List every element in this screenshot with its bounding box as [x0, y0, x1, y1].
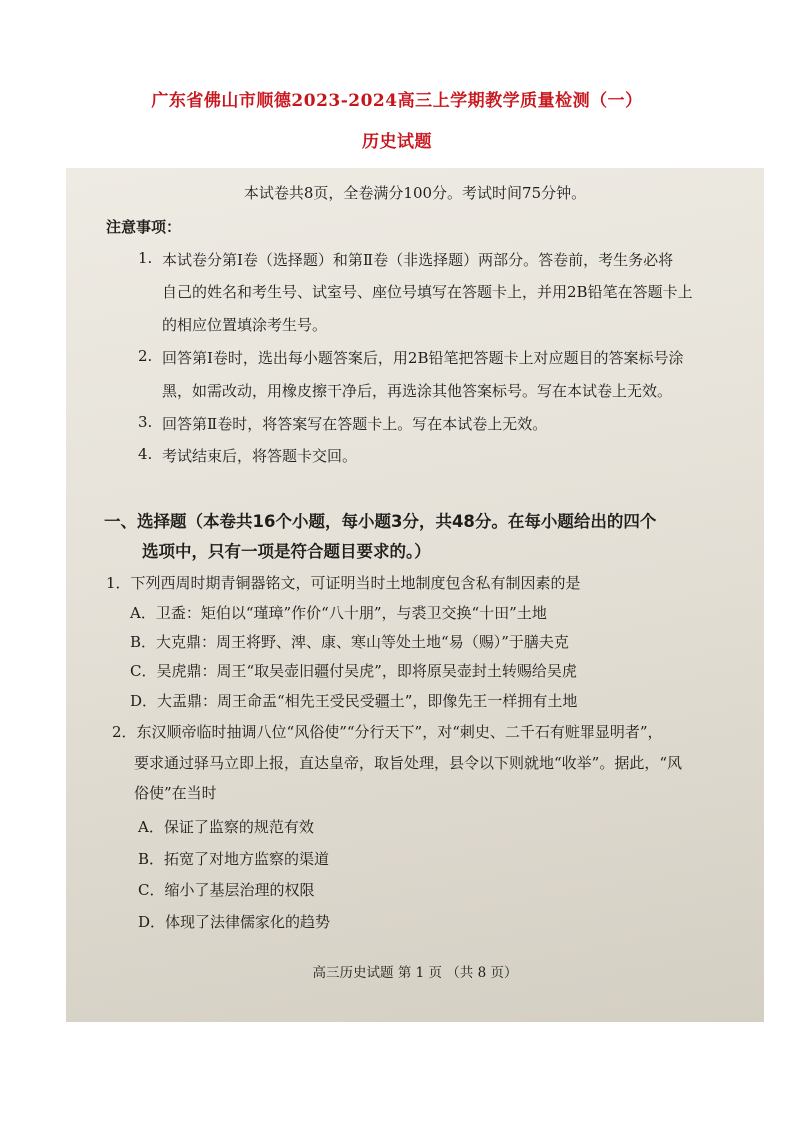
section-heading-cont: 选项中，只有一项是符合题目要求的。） [142, 542, 431, 561]
exam-page-photo [66, 168, 764, 1022]
notice-item-number: 4. [138, 445, 153, 463]
notice-item-line: 黑，如需改动，用橡皮擦干净后，再选涂其他答案标号。写在本试卷上无效。 [162, 382, 673, 400]
question-option: D．体现了法律儒家化的趋势 [138, 913, 331, 931]
question-stem: 1．下列西周时期青铜器铭文，可证明当时土地制度包含私有制因素的是 [106, 574, 581, 592]
notice-item-number: 3. [138, 413, 153, 431]
notice-item-number: 1. [138, 249, 153, 267]
question-stem-cont: 要求通过驿马立即上报，直达皇帝，取旨处理，县令以下则就地“收举”。据此，“风 [134, 754, 683, 772]
page-footer: 高三历史试题 第 1 页 （共 8 页） [312, 965, 518, 981]
question-option: A．保证了监察的规范有效 [138, 818, 314, 836]
notice-item-line: 的相应位置填涂考生号。 [162, 316, 328, 334]
notice-item-number: 2. [138, 347, 153, 365]
question-option: C．缩小了基层治理的权限 [138, 881, 315, 899]
doc-subtitle: 历史试题 [362, 132, 432, 152]
question-option: C．吴虎鼎：周王“取吴壶旧疆付吴虎”，即将原吴壶封土转赐给吴虎 [130, 662, 577, 680]
question-option: B．大克鼎：周王将野、渒、康、寒山等处土地“易（赐）”于膳夫克 [130, 633, 569, 651]
question-option: B．拓宽了对地方监察的渠道 [138, 850, 330, 868]
notice-item-line: 回答第Ⅰ卷时，选出每小题答案后，用2B铅笔把答题卡上对应题目的答案标号涂 [162, 349, 684, 367]
section-heading: 一、选择题（本卷共16个小题，每小题3分，共48分。在每小题给出的四个 [104, 512, 657, 531]
notice-item-line: 本试卷分第Ⅰ卷（选择题）和第Ⅱ卷（非选择题）两部分。答卷前，考生务必将 [162, 251, 674, 269]
question-option: A．卫盉：矩伯以“瑾璋”作价“八十朋”，与裘卫交换“十田”土地 [130, 604, 547, 622]
notice-item-line: 自己的姓名和考生号、试室号、座位号填写在答题卡上，并用2B铅笔在答题卡上 [162, 283, 693, 301]
exam-intro: 本试卷共8页，全卷满分100分。考试时间75分钟。 [243, 184, 587, 202]
notice-item-line: 回答第Ⅱ卷时，将答案写在答题卡上。写在本试卷上无效。 [162, 415, 548, 433]
question-option: D．大盂鼎：周王命盂“相先王受民受疆土”，即像先王一样拥有土地 [130, 692, 578, 710]
notice-heading: 注意事项： [106, 218, 182, 236]
notice-item-line: 考试结束后，将答题卡交回。 [162, 447, 358, 465]
doc-title: 广东省佛山市顺德2023-2024高三上学期教学质量检测（一） [151, 91, 643, 111]
question-stem: 2．东汉顺帝临时抽调八位“风俗使”“分行天下”，对“刺史、二千石有赃罪显明者”， [112, 723, 663, 741]
question-stem-cont: 俗使”在当时 [134, 784, 217, 802]
